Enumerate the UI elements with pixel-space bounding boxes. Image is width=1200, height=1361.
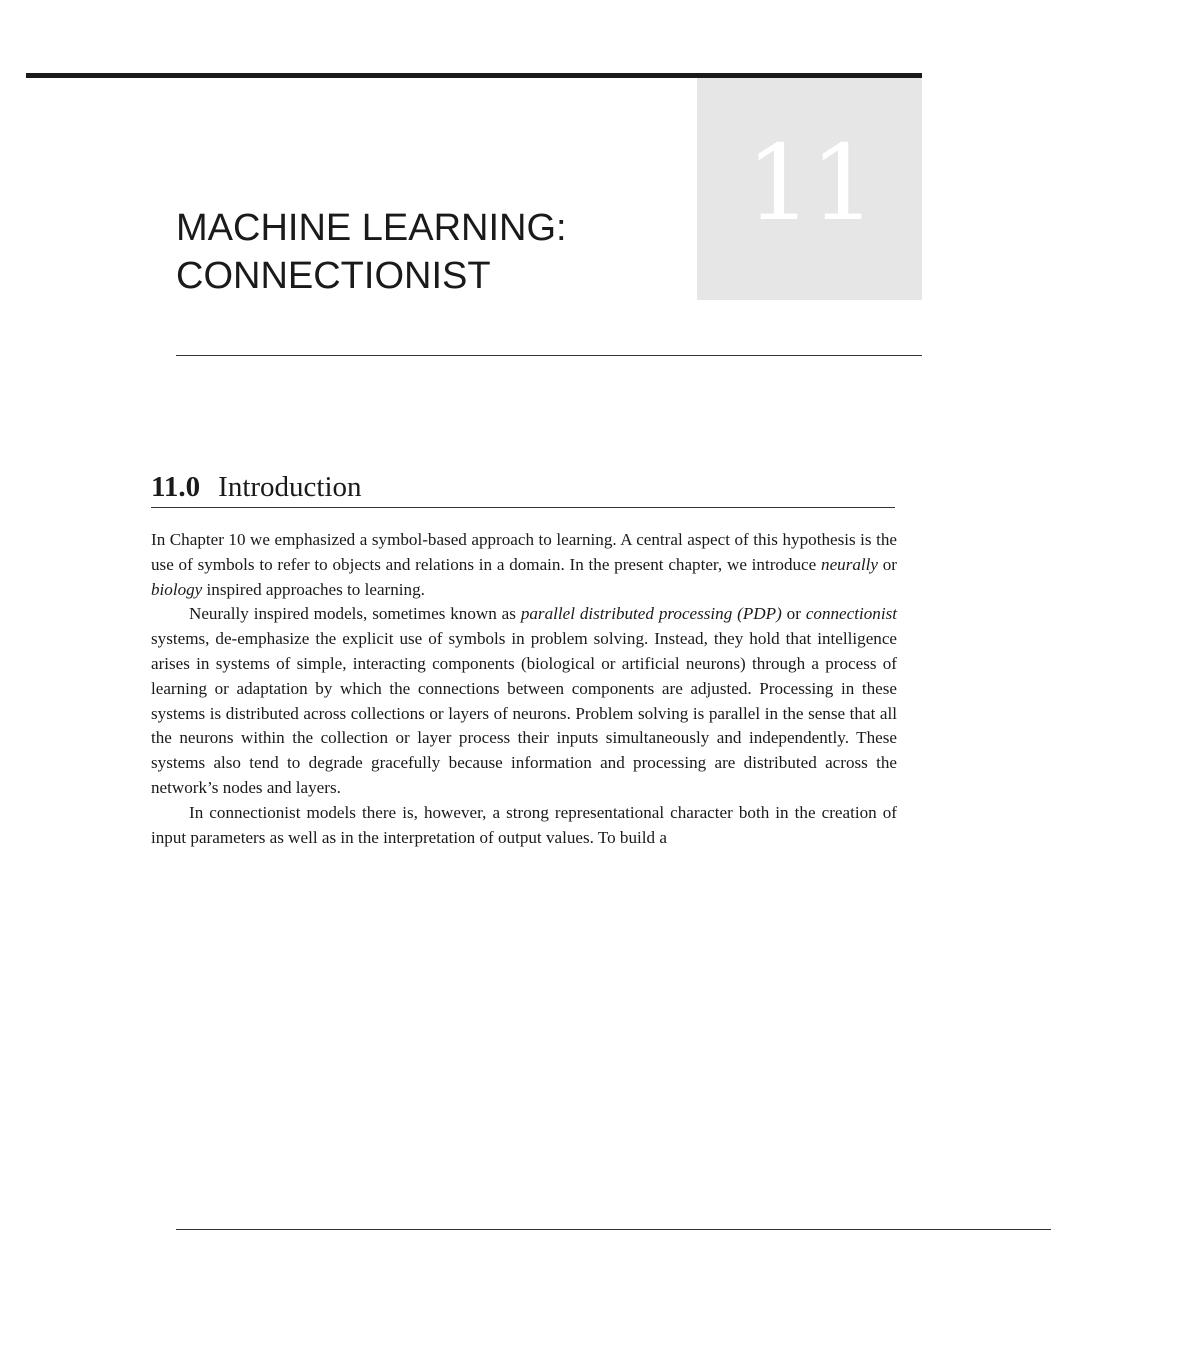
- emphasis-biology: biology: [151, 579, 203, 599]
- paragraph-1-text-a: In Chapter 10 we emphasized a symbol-based approach to learning. A central aspect of this hypothesis is the use of symbols to refer to objects and relations in a domain. In the present chapter, we introduce: [151, 530, 897, 574]
- paragraph-1: [151, 528, 897, 602]
- paragraph-2-text-b: or: [781, 604, 806, 624]
- emphasis-neurally: neurally: [821, 554, 878, 574]
- chapter-title-line-2: CONNECTIONIST: [176, 255, 491, 297]
- paragraph-2-text-c: systems, de-emphasize the explicit use of symbols in problem solving. Instead, they hold that intelligence arises in systems of simple, interacting components (biological or artificial neurons) through a process of learning or adaptation by which the connections between components are adjusted. Processing in these systems is distributed across collections or layers of neurons. Problem solving is parallel in the sense that all the neurons within the collection or layer process their inputs simultaneously and independently. These systems also tend to degrade gracefully because information and processing are distributed across the network’s nodes and layers.: [151, 629, 897, 797]
- paragraph-2: [151, 602, 897, 800]
- paragraph-2-text-a: Neurally inspired models, sometimes known as: [189, 604, 521, 624]
- emphasis-connectionist: connectionist: [805, 604, 897, 624]
- chapter-title-line-1: MACHINE LEARNING:: [176, 207, 567, 249]
- chapter-title: [176, 204, 567, 300]
- footer-rule: [176, 1229, 1051, 1230]
- section-rule: [151, 507, 895, 508]
- paragraph-1-text-c: inspired approaches to learning.: [202, 579, 425, 599]
- paragraph-1-text-b: or: [877, 554, 897, 574]
- chapter-number: 11: [745, 122, 875, 244]
- chapter-title-rule: [176, 355, 922, 356]
- body-text: [151, 528, 897, 850]
- paragraph-3: [151, 801, 897, 851]
- section-number: 11.0: [151, 471, 201, 503]
- paragraph-3-text-a: In connectionist models there is, however, a strong representational character both in the creation of input parameters as well as in the interpretation of output values. To build a: [151, 802, 897, 847]
- emphasis-pdp: parallel distributed processing (PDP): [520, 604, 782, 624]
- section-heading: [151, 468, 362, 506]
- section-title: Introduction: [218, 471, 362, 503]
